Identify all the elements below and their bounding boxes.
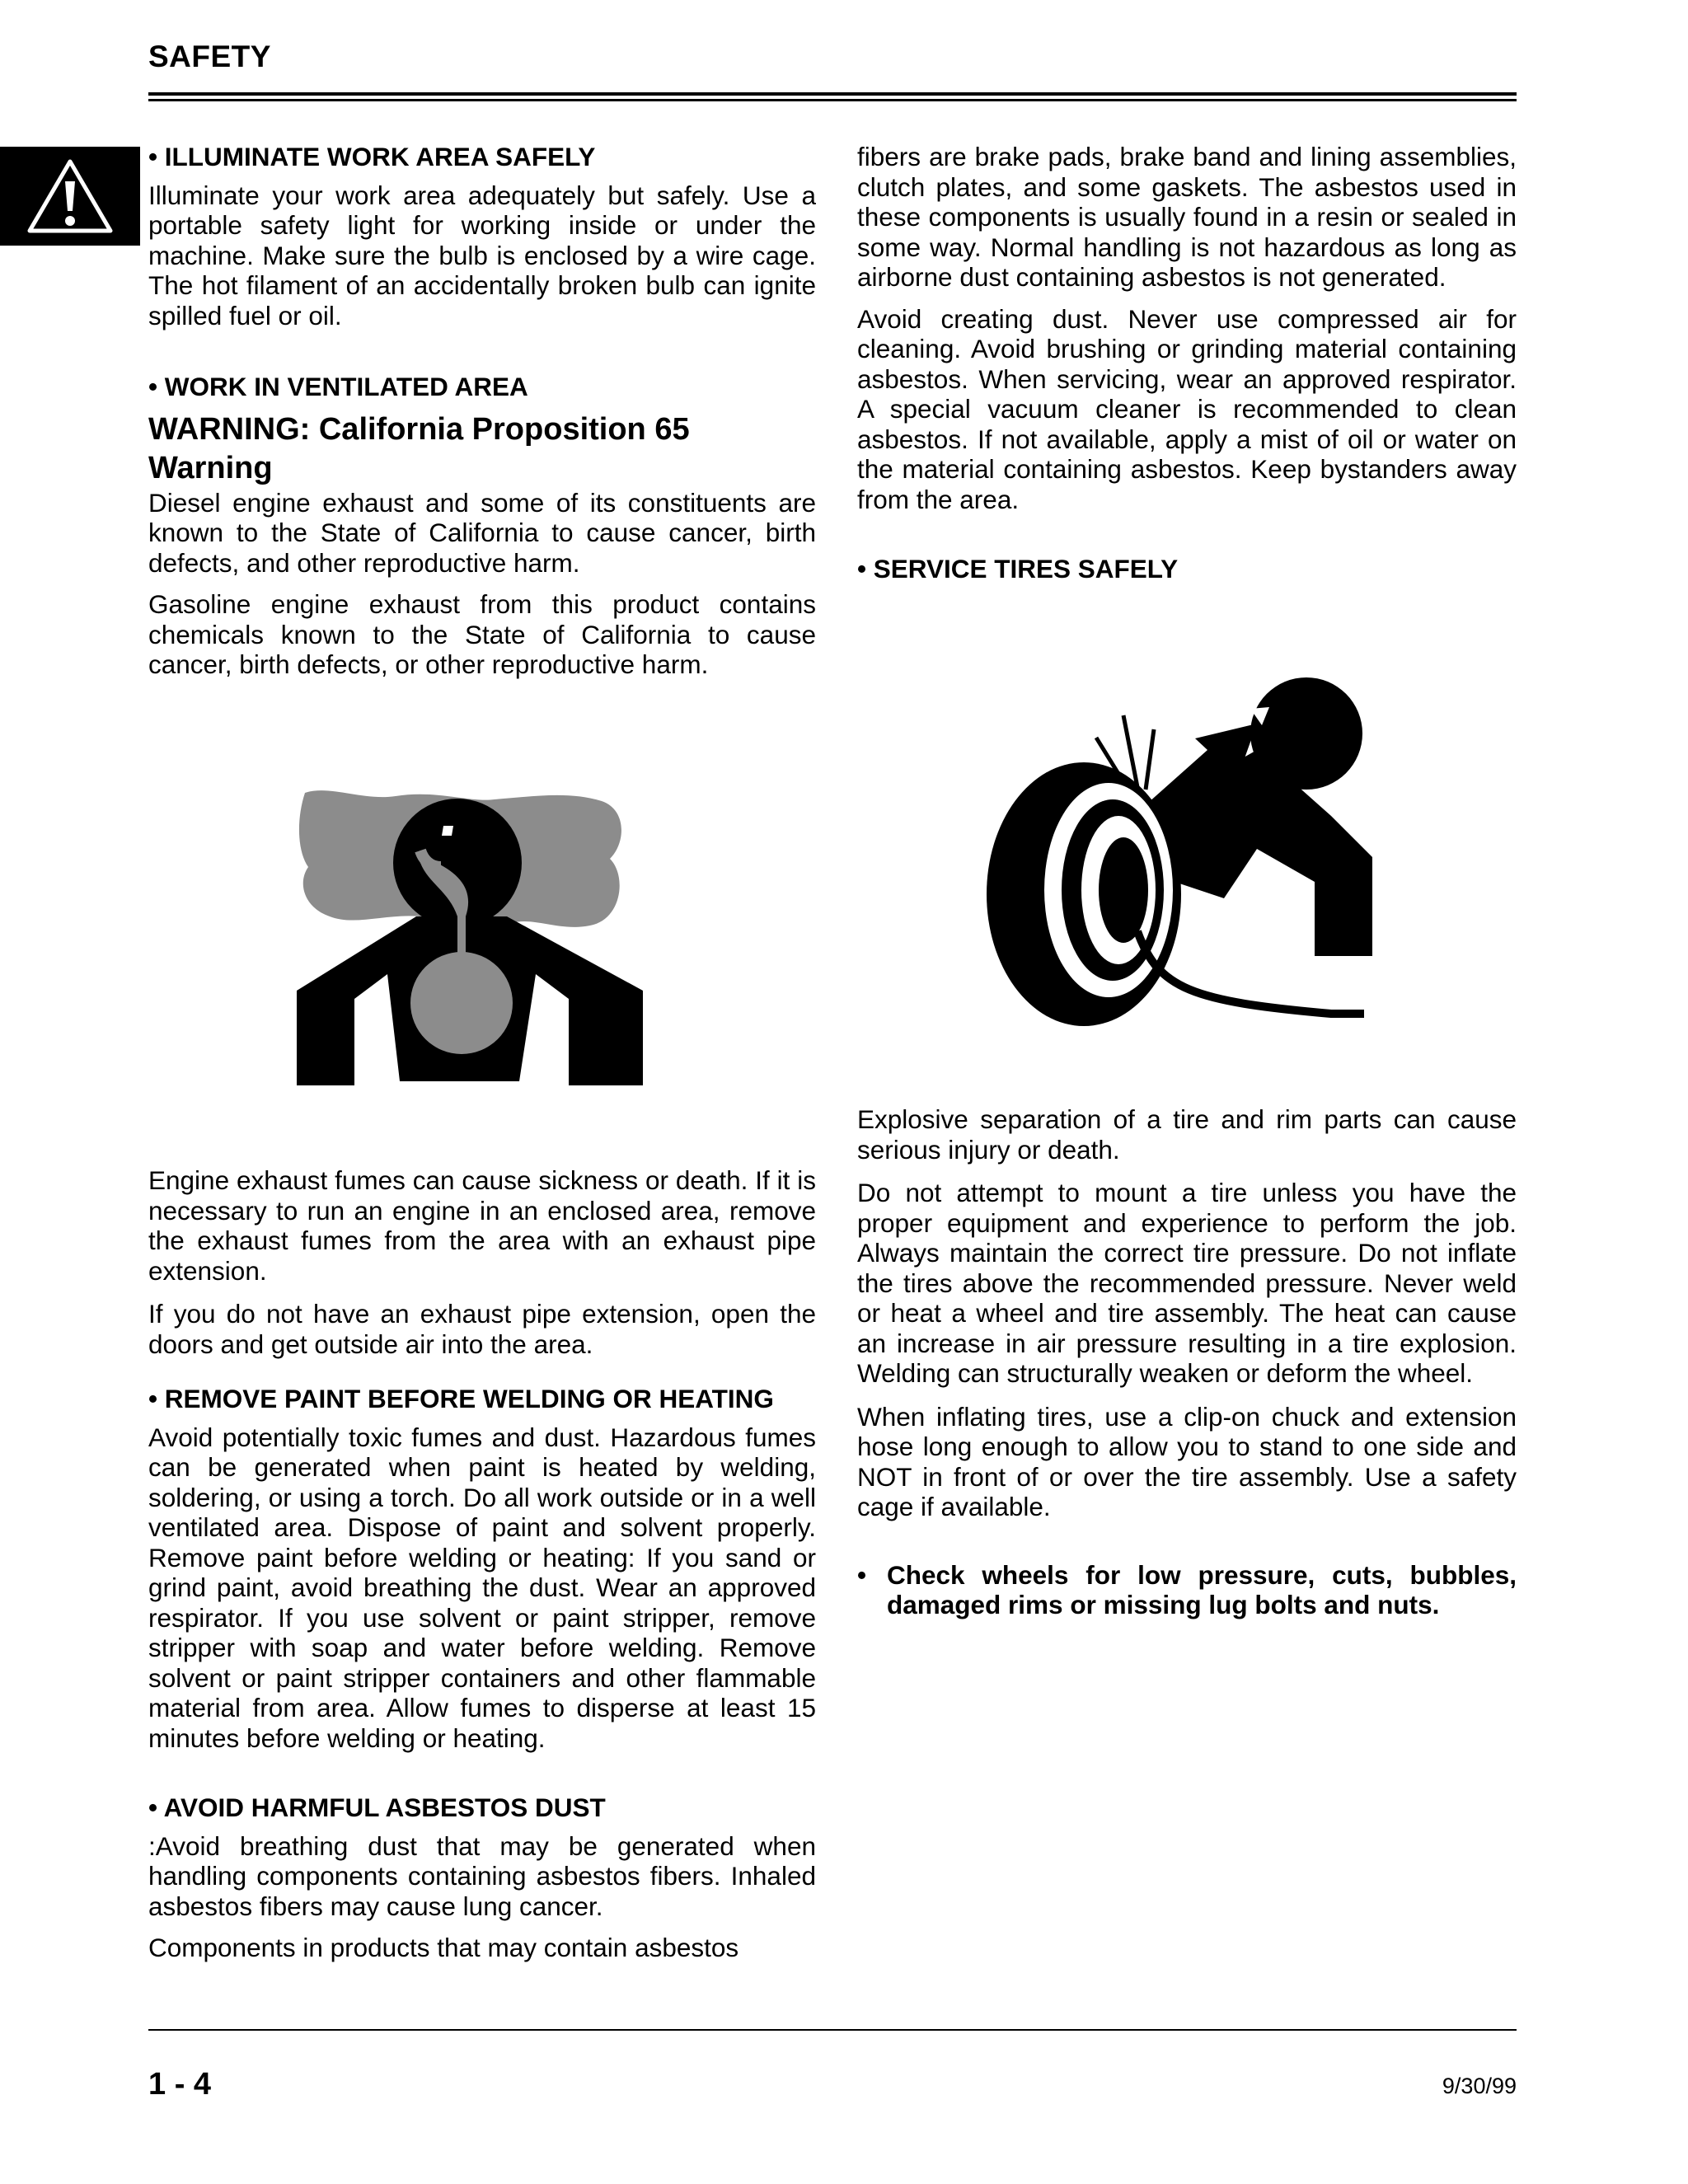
paint-text: Avoid potentially toxic fumes and dust. Hazardous fumes can be generated when paint is heated by welding, soldering, or using a torch. Do all work outside or in a well ventilated area. Dispose of paint and solvent properly. Remove paint before welding or heating: If you sand or grind paint, avoid breathing the dust. Wear an approved respirator. If you use solvent or paint stripper, remove stripper with soap and water before welding. Remove solvent or paint stripper containers and other flammable material from area. Allow fumes to disperse at least 15 minutes before welding or heating. bbox=[148, 1422, 816, 1753]
right-column-lower bbox=[857, 1104, 1517, 1620]
left-column bbox=[148, 142, 816, 680]
right-column bbox=[857, 142, 1517, 584]
check-text: Check wheels for low pressure, cuts, bubbles, damaged rims or missing lug bolts and nuts. bbox=[887, 1559, 1517, 1619]
illuminate-text: Illuminate your work area adequately but safely. Use a portable safety light for working inside or under the machine. Make sure the bulb is enclosed by a wire cage. The hot filament of an accidentally broken bulb can ignite spilled fuel or oil. bbox=[148, 180, 816, 330]
ventilated-heading: • WORK IN VENTILATED AREA bbox=[148, 372, 528, 401]
warning-heading: WARNING: California Proposition 65 Warning bbox=[148, 411, 690, 485]
exhaust-fumes-illustration bbox=[297, 785, 651, 1090]
warning-triangle-icon bbox=[25, 157, 115, 236]
asbestos-text: :Avoid breathing dust that may be generated when handling components containing asbestos fibers. Inhaled asbestos fibers may cause lung cancer. bbox=[148, 1830, 816, 1921]
dust-text: Avoid creating dust. Never use compressed air for cleaning. Avoid brushing or grinding material containing asbestos. When servicing, wear an approved respirator. A special vacuum cleaner is recommended to clean asbestos. If not available, apply a mist of oil or water on the material containing asbestos. Keep bystanders away from the area. bbox=[857, 303, 1517, 514]
paint-heading: • REMOVE PAINT BEFORE WELDING OR HEATING bbox=[148, 1384, 774, 1413]
tires-heading: • SERVICE TIRES SAFELY bbox=[857, 554, 1179, 583]
check-bullet-item bbox=[857, 1560, 1517, 1620]
extension-text: If you do not have an exhaust pipe extension, open the doors and get outside air into the area. bbox=[148, 1299, 816, 1359]
mount-text: Do not attempt to mount a tire unless you have the proper equipment and experience to perform the job. Always maintain the correct tire pressure. Do not inflate the tires above the recommended pressure. Never weld or heat a wheel and tire assembly. The heat can cause an increase in air pressure resulting in a tire explosion. Welding can structurally weaken or deform the wheel. bbox=[857, 1178, 1517, 1388]
page-title: SAFETY bbox=[148, 40, 271, 73]
fibers-text: fibers are brake pads, brake band and lining assemblies, clutch plates, and some gaskets. The asbestos used in these components is usually found in a resin or sealed in some way. Normal handling is not hazardous as long as airborne dust containing asbestos is not generated. bbox=[857, 142, 1517, 292]
illuminate-heading: • ILLUMINATE WORK AREA SAFELY bbox=[148, 142, 596, 171]
components-text: Components in products that may contain asbestos bbox=[148, 1933, 739, 1962]
header-rule bbox=[148, 92, 1517, 96]
header-rule-2 bbox=[148, 99, 1517, 101]
check-bullet: • bbox=[857, 1559, 867, 1590]
page-number: 1 - 4 bbox=[148, 2067, 212, 2102]
explosive-text: Explosive separation of a tire and rim parts can cause serious injury or death. bbox=[857, 1104, 1517, 1165]
inflating-text: When inflating tires, use a clip-on chuck and extension hose long enough to allow you to stand to one side and NOT in front of or over the tire assembly. Use a safety cage if available. bbox=[857, 1401, 1517, 1521]
diesel-text: Diesel engine exhaust and some of its constituents are known to the State of California to cause cancer, birth defects, and other reproductive harm. bbox=[148, 487, 816, 578]
asbestos-heading: • AVOID HARMFUL ASBESTOS DUST bbox=[148, 1793, 606, 1822]
safety-tab bbox=[0, 147, 140, 246]
tire-explosion-illustration bbox=[985, 659, 1397, 1030]
left-column-lower bbox=[148, 1165, 816, 1963]
gasoline-text: Gasoline engine exhaust from this product contains chemicals known to the State of California to cause cancer, birth defects, or other reproductive harm. bbox=[148, 589, 816, 679]
fumes-text: Engine exhaust fumes can cause sickness or death. If it is necessary to run an engine in an enclosed area, remove the exhaust fumes from the area with an exhaust pipe extension. bbox=[148, 1165, 816, 1286]
footer-date: 9/30/99 bbox=[1442, 2074, 1517, 2098]
footer-rule bbox=[148, 2029, 1517, 2031]
